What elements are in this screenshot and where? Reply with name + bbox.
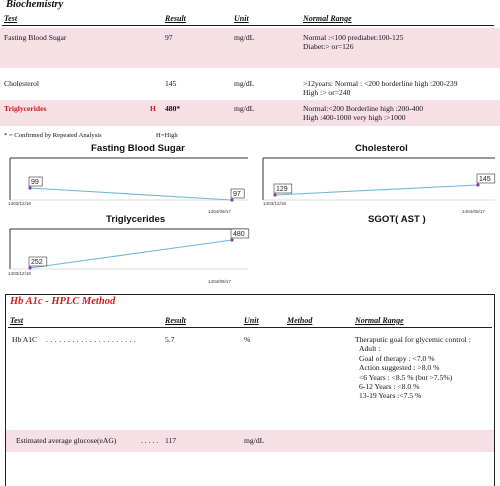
data-label-text: 252 — [31, 259, 43, 266]
normal-cholesterol-2: High :> or=240 — [303, 88, 351, 97]
footnote-high-flag: H=High — [156, 132, 178, 139]
eag-leader-dots: . . . . . — [141, 436, 159, 445]
test-name-fbs: Fasting Blood Sugar — [4, 33, 67, 42]
series-line — [30, 240, 232, 268]
hba1c-normal-line: Theraputic goal for glycemic control : — [355, 335, 471, 344]
hba1c-header-method: Method — [287, 316, 313, 325]
result-triglycerides: 480* — [165, 104, 181, 113]
hba1c-unit: % — [244, 335, 251, 344]
hba1c-normal-line: 13-19 Years :<7.5 % — [359, 391, 422, 401]
chart-title-cholesterol: Cholesterol — [355, 143, 408, 154]
hba1c-header-divider — [8, 327, 492, 328]
hba1c-header-result: Result — [165, 316, 186, 325]
test-name-triglycerides: Triglycerides — [4, 104, 47, 113]
unit-fbs: mg/dL — [234, 33, 255, 42]
test-name-cholesterol: Cholesterol — [4, 79, 40, 88]
flag-triglycerides: H — [150, 104, 156, 113]
chart-title-fbs: Fasting Blood Sugar — [91, 143, 185, 154]
footnote-confirmed: * = Confirmed by Repeated Analysis — [4, 132, 102, 139]
x-tick-label: 1404/09/17 — [462, 209, 485, 214]
hba1c-normal-line: 6-12 Years : <8.0 % — [359, 382, 420, 391]
normal-cholesterol-1: >12years: Normal : <200 borderline high :200-239 — [303, 79, 458, 88]
x-tick-label: 1403/12/18 — [263, 201, 286, 206]
eag-unit: mg/dL — [244, 436, 265, 445]
normal-fbs-2: Diabet:> or=126 — [303, 42, 354, 51]
hba1c-header-unit: Unit — [244, 316, 259, 325]
hba1c-test-name: Hb A1C — [12, 335, 38, 344]
hba1c-result: 5.7 — [165, 335, 175, 344]
hba1c-header-test: Test — [10, 316, 24, 325]
data-label-text: 97 — [233, 191, 241, 198]
result-fbs: 97 — [165, 33, 173, 42]
data-point — [28, 266, 31, 269]
hba1c-normal-line: Goal of therapy : <7.0 % — [359, 353, 435, 363]
chart-title-sgot: SGOT( AST ) — [368, 214, 426, 225]
data-label-text: 129 — [276, 186, 288, 193]
hba1c-normal-line: Action suggested : >8.0 % — [359, 363, 440, 373]
header-result: Result — [165, 14, 186, 23]
data-label-text: 480 — [233, 231, 245, 238]
x-tick-label: 1403/12/18 — [8, 201, 31, 206]
normal-triglycerides-2: High :400-1000 very high :>1000 — [303, 113, 406, 122]
eag-test-name: Estimated average glucose(eAG) — [16, 436, 117, 445]
section-title-biochemistry: Biochemistry — [6, 0, 64, 10]
unit-triglycerides: mg/dL — [234, 104, 255, 113]
result-cholesterol: 145 — [165, 79, 177, 88]
data-label — [231, 229, 249, 238]
hba1c-header-normal-range: Normal Range — [355, 316, 404, 325]
unit-cholesterol: mg/dL — [234, 79, 255, 88]
hba1c-normal-line: Adult : — [359, 344, 381, 354]
eag-result: 117 — [165, 436, 177, 445]
data-label — [29, 257, 47, 266]
header-unit: Unit — [234, 14, 249, 23]
hba1c-normal-line: <6 Years : <8.5 % (but >7.5%) — [359, 372, 453, 382]
x-tick-label: 1404/09/17 — [208, 209, 231, 214]
header-normal-range: Normal Range — [303, 14, 352, 23]
normal-triglycerides-1: Normal:<200 Borderline high :200-400 — [303, 104, 424, 113]
header-test: Test — [4, 14, 18, 23]
data-label-text: 99 — [31, 179, 39, 186]
x-tick-label: 1404/09/17 — [208, 279, 231, 284]
normal-fbs-1: Normal :<100 prediabet:100-125 — [303, 33, 404, 42]
data-point — [230, 238, 233, 241]
hba1c-leader-dots: . . . . . . . . . . . . . . . . . . . . . — [46, 335, 137, 344]
data-label-text: 145 — [479, 176, 491, 183]
x-tick-label: 1403/12/18 — [8, 271, 31, 276]
chart-title-triglycerides: Triglycerides — [106, 214, 166, 225]
section-title-hba1c: Hb A1c - HPLC Method — [10, 296, 116, 307]
